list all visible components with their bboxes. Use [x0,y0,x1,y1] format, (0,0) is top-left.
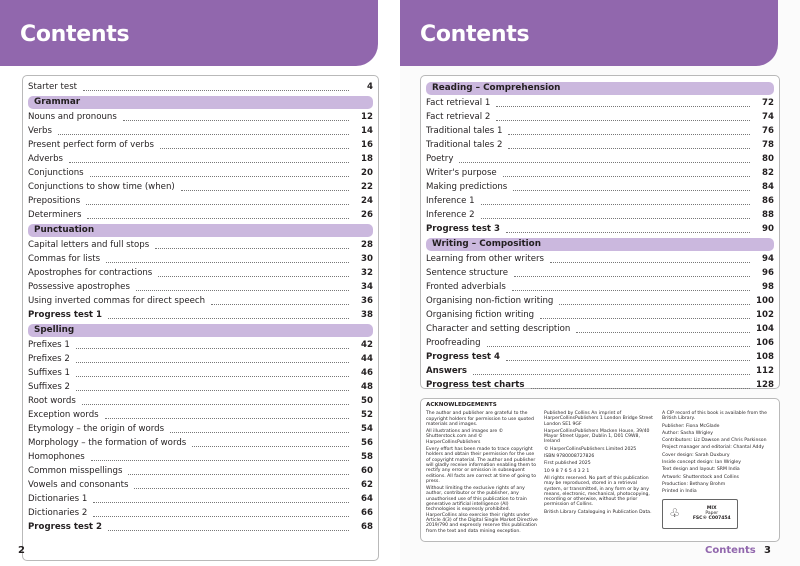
ack-paragraph: Artwork: Shutterstock and Collins [662,474,739,480]
contents-entry [28,252,373,266]
entry-page: 26 [361,210,373,220]
entry-title: Adverbs [28,154,64,164]
dot-leader [106,262,349,263]
dot-leader [134,488,349,489]
entry-page: 14 [361,126,373,136]
entry-page: 98 [762,282,774,292]
ack-paragraph: Published by Collins An imprint of HarperCollinsPublishers 1 London Bridge Street London SE1 9GF [544,411,653,427]
entry-page: 72 [762,98,774,108]
entry-page: 78 [762,140,774,150]
ack-paragraph: The author and publisher are grateful to the copyright holders for permission to use quoted materials and images. [426,411,534,427]
contents-entry [28,80,373,94]
entry-title: Prefixes 1 [28,340,70,350]
dot-leader [550,262,750,263]
entry-title: Proofreading [426,338,481,348]
entry-title: Inference 1 [426,196,475,206]
entry-title: Commas for lists [28,254,101,264]
entry-title: Poetry [426,154,454,164]
contents-entry [426,308,774,322]
ack-paragraph: Publisher: Fiona McGlade [662,423,720,429]
dot-leader [506,232,750,233]
contents-entry [28,194,373,208]
entry-page: 20 [361,168,373,178]
entry-title: Apostrophes for contractions [28,268,153,278]
ack-paragraph: Contributors: Liz Dawson and Chris Parkinson [662,438,767,444]
ack-paragraph: HarperCollinsPublishers Macken House, 39/40 Mayor Street Upper, Dublin 1, D01 C9W8, Ireland [544,428,650,445]
entry-page: 104 [756,324,774,334]
dot-leader [496,106,750,107]
contents-entry [426,266,774,280]
fsc-logo [662,499,738,529]
entry-title: Progress test 3 [426,224,501,234]
ack-paragraph: All rights reserved. No part of this publication may be reproduced, stored in a retrieval system, or transmitted, in any form or by any means, electronic, mechanical, photocopying, recording or otherwise, without the prior permission of Collins. [544,475,650,508]
section-header: Writing – Composition [426,238,774,251]
entry-title: Learning from other writers [426,254,545,264]
entry-page: 54 [361,424,373,434]
dot-leader [496,120,750,121]
dot-leader [158,276,349,277]
entry-title: Fact retrieval 1 [426,98,491,108]
contents-entry [28,380,373,394]
dot-leader [513,190,750,191]
entry-page: 128 [756,380,774,390]
contents-entry [28,238,373,252]
contents-entry [28,464,373,478]
contents-entry [426,280,774,294]
ack-paragraph: Printed in India [662,489,697,495]
dot-leader [82,404,349,405]
dot-leader [211,304,349,305]
dot-leader [531,388,750,389]
entry-page: 36 [361,296,373,306]
entry-title: Starter test [28,82,78,92]
entry-title: Dictionaries 1 [28,494,88,504]
entry-page: 38 [361,310,373,320]
contents-entry [426,208,774,222]
entry-title: Homophones [28,452,85,462]
dot-leader [91,460,349,461]
fsc-tree-icon: ♧ [669,505,681,520]
entry-title: Organising non-fiction writing [426,296,554,306]
entry-page: 88 [762,210,774,220]
acknowledgements-heading: ACKNOWLEDGEMENTS [426,402,497,408]
entry-page: 56 [361,438,373,448]
dot-leader [76,362,349,363]
dot-leader [105,418,349,419]
contents-entry [28,166,373,180]
ack-paragraph: Without limiting the exclusive rights of any author, contributor or the publisher, any unauthorised use of this publication to train generative artificial intelligence (AI) technologies is expressly prohibited. HarperCollins also exercise their rights under Article 4(3) of the Digital Single Market Directive 2019/790 and expressly reserve this publication from the text and data mining exception. [426,486,538,534]
entry-title: Morphology – the formation of words [28,438,187,448]
dot-leader [160,148,349,149]
ack-paragraph: All illustrations and images are © Shutterstock.com and © HarperCollinsPublishers [426,429,504,445]
page-title: Contents [420,22,530,47]
ack-paragraph: A CIP record of this book is available from the British Library. [662,411,767,422]
entry-title: Character and setting description [426,324,571,334]
entry-page: 42 [361,340,373,350]
contents-entry [28,436,373,450]
dot-leader [508,148,750,149]
ack-paragraph: Text design and layout: SRM India [662,467,740,473]
entry-title: Organising fiction writing [426,310,535,320]
entry-page: 22 [361,182,373,192]
entry-page: 66 [361,508,373,518]
entry-title: Common misspellings [28,466,123,476]
entry-page: 46 [361,368,373,378]
contents-entry [426,110,774,124]
entry-page: 68 [361,522,373,532]
dot-leader [481,204,750,205]
entry-title: Sentence structure [426,268,509,278]
dot-leader [123,120,349,121]
entry-page: 76 [762,126,774,136]
entry-page: 18 [361,154,373,164]
contents-header [400,0,778,66]
dot-leader [473,374,750,375]
entry-page: 24 [361,196,373,206]
dot-leader [514,276,750,277]
entry-title: Progress test charts [426,380,525,390]
entry-page: 64 [361,494,373,504]
entry-title: Nouns and pronouns [28,112,117,122]
entry-title: Vowels and consonants [28,480,129,490]
entry-page: 108 [756,352,774,362]
entry-title: Conjunctions [28,168,84,178]
entry-title: Writer's purpose [426,168,497,178]
entry-page: 4 [367,82,373,92]
dot-leader [512,290,750,291]
contents-entry [28,506,373,520]
contents-entry [426,350,774,364]
dot-leader [481,218,750,219]
contents-entry [426,364,774,378]
entry-title: Etymology – the origin of words [28,424,165,434]
dot-leader [192,446,349,447]
dot-leader [108,530,349,531]
contents-entry [28,180,373,194]
dot-leader [76,390,349,391]
entry-title: Capital letters and full stops [28,240,150,250]
contents-entry [426,294,774,308]
dot-leader [459,162,750,163]
entry-title: Progress test 2 [28,522,103,532]
dot-leader [540,318,750,319]
entry-title: Prepositions [28,196,81,206]
ack-paragraph: © HarperCollinsPublishers Limited 2025 [544,446,637,452]
ack-paragraph: Author: Sasha Wrigley [662,430,713,436]
contents-entry [426,252,774,266]
entry-page: 74 [762,112,774,122]
contents-entry [28,492,373,506]
contents-entry [426,152,774,166]
dot-leader [108,318,349,319]
entry-page: 84 [762,182,774,192]
entry-title: Exception words [28,410,99,420]
fsc-mix: MIX [706,505,717,511]
dot-leader [86,204,349,205]
contents-entry [28,280,373,294]
contents-entry [426,194,774,208]
ack-paragraph: 10 9 8 7 6 5 4 3 2 1 [544,468,590,474]
entry-page: 82 [762,168,774,178]
contents-entry [28,408,373,422]
entry-page: 50 [361,396,373,406]
contents-header [0,0,378,66]
section-header: Spelling [28,324,373,337]
entry-page: 94 [762,254,774,264]
contents-entry [28,110,373,124]
dot-leader [503,176,750,177]
contents-entry [426,378,774,392]
dot-leader [170,432,349,433]
dot-leader [58,134,349,135]
entry-title: Determiners [28,210,82,220]
dot-leader [128,474,349,475]
dot-leader [93,516,349,517]
entry-page: 16 [361,140,373,150]
dot-leader [506,360,750,361]
entry-page: 60 [361,466,373,476]
contents-entry [28,208,373,222]
entry-title: Root words [28,396,76,406]
entry-page: 48 [361,382,373,392]
entry-page: 44 [361,354,373,364]
entry-title: Progress test 1 [28,310,103,320]
entry-page: 90 [762,224,774,234]
entry-page: 30 [361,254,373,264]
contents-entry [426,180,774,194]
entry-page: 58 [361,452,373,462]
contents-entry [28,308,373,322]
ack-paragraph: First published 2025 [544,461,591,467]
contents-entry [28,352,373,366]
entry-page: 112 [756,366,774,376]
entry-page: 62 [361,480,373,490]
contents-entry [28,366,373,380]
dot-leader [155,248,349,249]
ack-paragraph: Production: Bethany Brohm [662,481,726,487]
entry-page: 32 [361,268,373,278]
entry-title: Prefixes 2 [28,354,70,364]
entry-page: 28 [361,240,373,250]
contents-entry [28,138,373,152]
entry-page: 34 [361,282,373,292]
entry-page: 80 [762,154,774,164]
entry-title: Making predictions [426,182,508,192]
contents-entry [28,478,373,492]
ack-paragraph: British Library Cataloguing in Publication Data. [544,509,652,515]
dot-leader [508,134,750,135]
entry-title: Present perfect form of verbs [28,140,155,150]
dot-leader [559,304,750,305]
entry-title: Suffixes 2 [28,382,70,392]
contents-entry [28,450,373,464]
entry-title: Dictionaries 2 [28,508,88,518]
dot-leader [487,346,750,347]
entry-page: 52 [361,410,373,420]
entry-title: Verbs [28,126,52,136]
entry-title: Fact retrieval 2 [426,112,491,122]
contents-entry [426,96,774,110]
ack-paragraph: Inside concept design: Ian Wrigley [662,460,741,466]
entry-page: 102 [756,310,774,320]
contents-entry [426,138,774,152]
page-number: 3 [764,545,771,556]
section-header: Reading – Comprehension [426,82,774,95]
dot-leader [93,502,349,503]
contents-entry [426,336,774,350]
ack-paragraph: Every effort has been made to trace copyright holders and obtain their permission for the use of copyright material. The author and publisher will gladly receive information enabling them to rectify any error or omission in subsequent editions. All facts are correct at time of going to press. [426,447,537,484]
contents-entry [28,124,373,138]
acknowledgements-box [420,398,780,542]
dot-leader [181,190,349,191]
contents-entry [28,266,373,280]
fsc-code: FSC® C007454 [692,516,731,522]
contents-entry [28,422,373,436]
entry-title: Traditional tales 2 [426,140,503,150]
dot-leader [136,290,349,291]
contents-entry [426,124,774,138]
page-number: 2 [18,545,25,556]
contents-entry [28,294,373,308]
entry-title: Fronted adverbials [426,282,506,292]
dot-leader [90,176,349,177]
entry-title: Suffixes 1 [28,368,70,378]
dot-leader [76,376,349,377]
entry-title: Possessive apostrophes [28,282,130,292]
dot-leader [69,162,349,163]
entry-page: 12 [361,112,373,122]
contents-entry [28,394,373,408]
contents-list-left [22,75,379,561]
contents-entry [28,520,373,534]
ack-paragraph: ISBN 9780008727826 [544,454,595,460]
entry-title: Inference 2 [426,210,475,220]
dot-leader [87,218,349,219]
ack-paragraph: Cover design: Sarah Duxbury [662,452,730,458]
dot-leader [83,90,349,91]
contents-entry [28,152,373,166]
contents-entry [28,338,373,352]
entry-title: Using inverted commas for direct speech [28,296,206,306]
entry-title: Conjunctions to show time (when) [28,182,175,192]
section-header: Punctuation [28,224,373,237]
contents-entry [426,222,774,236]
entry-title: Progress test 4 [426,352,501,362]
contents-list-right [420,75,780,389]
entry-page: 100 [756,296,774,306]
entry-page: 96 [762,268,774,278]
ack-paragraph: Project manager and editorial: Chantal Addy [662,445,765,451]
entry-title: Answers [426,366,468,376]
fsc-paper: Paper [705,510,719,516]
section-header: Grammar [28,96,373,109]
footer-label: Contents [705,545,756,556]
dot-leader [576,332,750,333]
contents-entry [426,322,774,336]
dot-leader [76,348,349,349]
entry-page: 106 [756,338,774,348]
entry-title: Traditional tales 1 [426,126,503,136]
contents-entry [426,166,774,180]
entry-page: 86 [762,196,774,206]
page-title: Contents [20,22,130,47]
